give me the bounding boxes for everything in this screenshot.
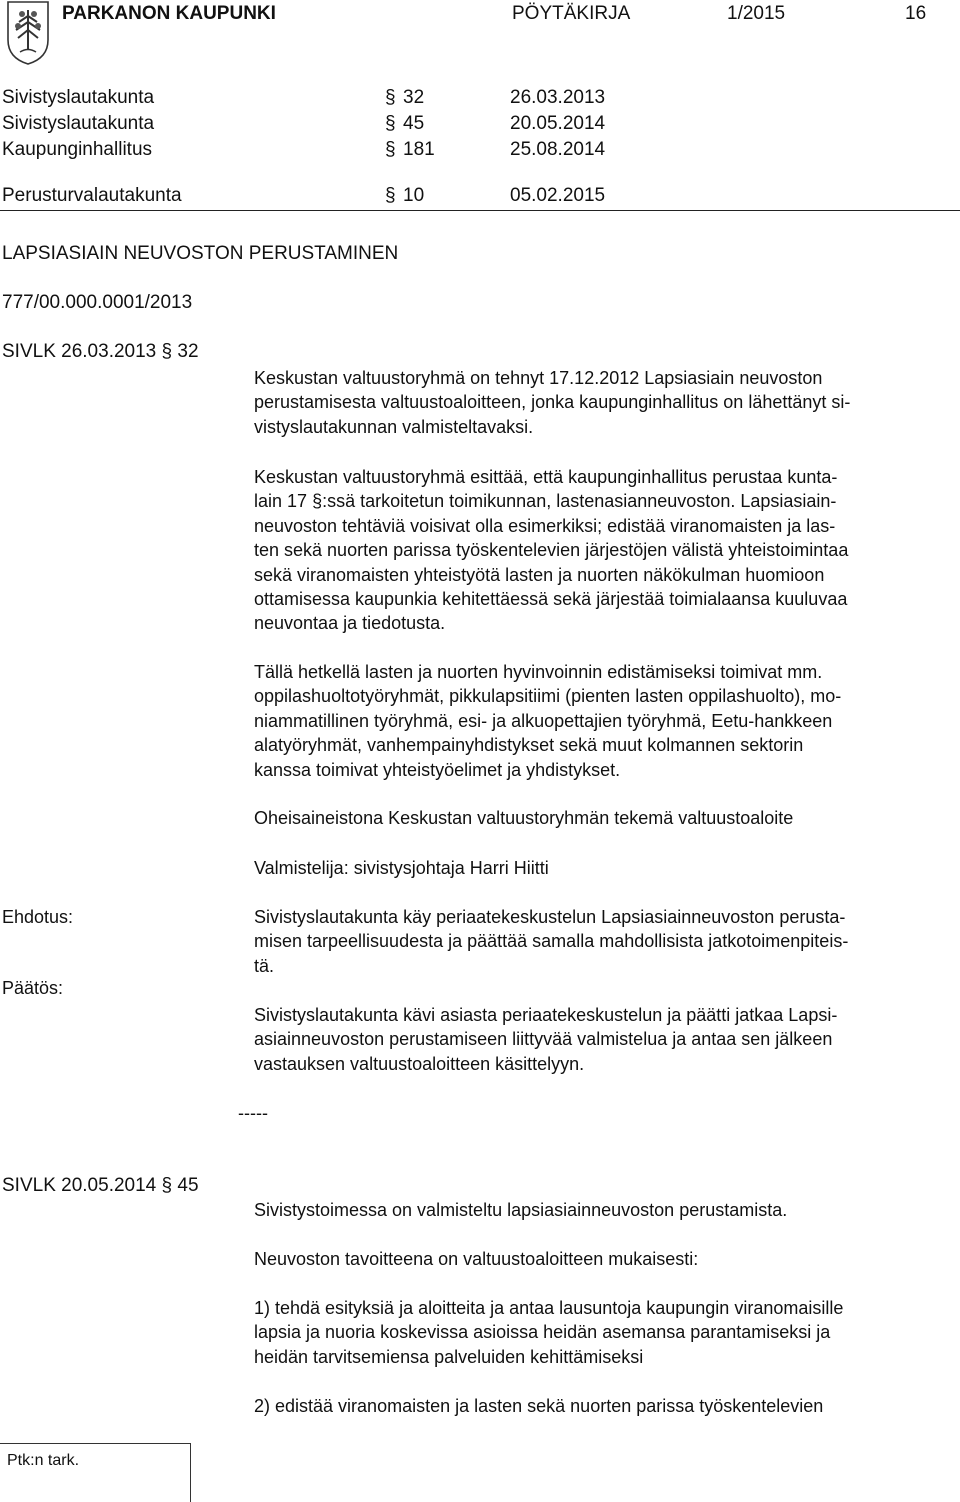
text-line: kanssa toimivat yhteistyöelimet ja yhdistykset. <box>254 759 621 780</box>
history-date: 26.03.2013 <box>510 87 606 108</box>
text-line: tä. <box>254 955 275 976</box>
page-header <box>0 0 960 37</box>
text-line: ottamisessa kaupunkia kehitettäessä sekä järjestää toimialaansa kuuluvaa <box>254 589 848 610</box>
text-line: perustamisesta valtuustoaloitteen, jonka kaupunginhallitus on lähettänyt si- <box>254 392 851 413</box>
text-line <box>254 489 848 513</box>
attachment-note: Oheisaineistona Keskustan valtuustoryhmän tekemä valtuustoaloite <box>254 808 794 828</box>
parkano-coat-of-arms-icon <box>6 0 50 66</box>
minutes-checked-label: Ptk:n tark. <box>7 1452 80 1469</box>
doc-type: PÖYTÄKIRJA <box>512 3 631 24</box>
section-ref-number: 32 <box>177 341 199 362</box>
goal-item: 2) edistää viranomaisten ja lasten sekä nuorten parissa työskentelevien <box>254 1396 824 1416</box>
text-line: 1) tehdä esityksiä ja aloitteita ja antaa lausuntoja kaupungin viranomaisille <box>254 1298 844 1318</box>
history-number: 45 <box>403 113 425 134</box>
registry-number: 777/00.000.0001/2013 <box>2 292 193 313</box>
paragraph: Neuvoston tavoitteena on valtuustoaloitteen mukaisesti: <box>254 1249 699 1269</box>
org-name: PARKANON KAUPUNKI <box>62 3 276 24</box>
section-sign-icon: § <box>312 491 323 512</box>
text-line: oppilashuoltotyöryhmät, pikkulapsitiimi (pienten lasten oppilashuolto), mo- <box>254 686 842 707</box>
text-line: lapsia ja nuoria koskevissa asioissa heidän asemansa parantamiseksi ja <box>254 1322 831 1343</box>
text-line: neuvontaa ja tiedotusta. <box>254 613 446 634</box>
text-line: misen tarpeellisuudesta ja päättää samalla mahdollisista jatkotoimenpiteis- <box>254 931 849 952</box>
text-line: heidän tarvitsemiensa palveluiden kehittämiseksi <box>254 1346 644 1367</box>
history-date: 20.05.2014 <box>510 113 606 134</box>
history-body: Sivistyslautakunta <box>2 87 155 108</box>
decision-text <box>254 1003 837 1076</box>
text-line: sekä viranomaisten yhteistyötä lasten ja nuorten näkökulman huomioon <box>254 564 825 585</box>
history-body: Sivistyslautakunta <box>2 113 155 134</box>
text-line: Keskustan valtuustoryhmä esittää, että kaupunginhallitus perustaa kunta- <box>254 467 838 487</box>
separator: ----- <box>238 1103 268 1123</box>
section-sign-icon: § <box>385 185 396 206</box>
text-line: ten sekä nuorten parissa työskentelevien järjestöjen välistä yhteistoimintaa <box>254 540 849 561</box>
preparer: Valmistelija: sivistysjohtaja Harri Hiitti <box>254 858 549 878</box>
proposal-label: Ehdotus: <box>2 907 74 927</box>
paragraph <box>254 660 841 782</box>
paragraph <box>254 366 850 439</box>
section-sign-icon: § <box>161 1175 173 1196</box>
section-sign-icon: § <box>161 341 173 362</box>
section-sign-icon: § <box>385 87 396 108</box>
goal-item <box>254 1296 843 1369</box>
text-line: Keskustan valtuustoryhmä on tehnyt 17.12.2012 Lapsiasiain neuvoston <box>254 368 823 388</box>
text-line: asiainneuvoston perustamiseen liittyvää valmistelua ja antaa sen jälkeen <box>254 1029 833 1050</box>
text-line: Sivistyslautakunta kävi asiasta periaatekeskustelun ja päätti jatkaa Lapsi- <box>254 1005 838 1025</box>
divider <box>0 210 960 211</box>
section-ref-date: SIVLK 20.05.2014 <box>2 1175 157 1196</box>
history-body: Perusturvalautakunta <box>2 185 182 206</box>
text-fragment: :ssä tarkoitetun toimikunnan, lastenasianneuvoston. Lapsiasiain- <box>322 491 837 512</box>
text-line: vistyslautakunnan valmisteltavaksi. <box>254 416 534 437</box>
history-number: 32 <box>403 87 425 108</box>
text-fragment: lain 17 <box>254 491 308 512</box>
issue-number: 1/2015 <box>727 3 786 24</box>
history-date: 05.02.2015 <box>510 185 606 206</box>
text-line: vastauksen valtuustoaloitteen käsittelyyn. <box>254 1053 585 1074</box>
section-ref <box>2 1174 199 1198</box>
section-sign-icon: § <box>385 113 396 134</box>
page-title: LAPSIASIAIN NEUVOSTON PERUSTAMINEN <box>2 243 399 264</box>
history-number: 181 <box>403 139 435 160</box>
text-line: Sivistyslautakunta käy periaatekeskustelun Lapsiasiainneuvoston perusta- <box>254 907 846 927</box>
paragraph: Sivistystoimessa on valmisteltu lapsiasiainneuvoston perustamista. <box>254 1200 788 1220</box>
section-ref-number: 45 <box>177 1175 199 1196</box>
paragraph <box>254 465 848 636</box>
history-date: 25.08.2014 <box>510 139 606 160</box>
history-body: Kaupunginhallitus <box>2 139 153 160</box>
proposal-text <box>254 905 848 978</box>
section-ref-date: SIVLK 26.03.2013 <box>2 341 157 362</box>
minutes-checked-box <box>0 1443 191 1502</box>
text-line: Tällä hetkellä lasten ja nuorten hyvinvoinnin edistämiseksi toimivat mm. <box>254 662 823 682</box>
text-line: neuvoston tehtäviä voisivat olla esimerkiksi; edistää viranomaisten ja las- <box>254 515 836 536</box>
section-ref <box>2 340 199 364</box>
section-sign-icon: § <box>385 139 396 160</box>
text-line: niammatillinen työryhmä, esi- ja alkuopettajien työryhmä, Eetu-hankkeen <box>254 710 833 731</box>
history-number: 10 <box>403 185 425 206</box>
page-number: 16 <box>905 3 927 24</box>
decision-label: Päätös: <box>2 978 64 998</box>
text-line: alatyöryhmät, vanhempainyhdistykset sekä muut kolmannen sektorin <box>254 735 804 756</box>
